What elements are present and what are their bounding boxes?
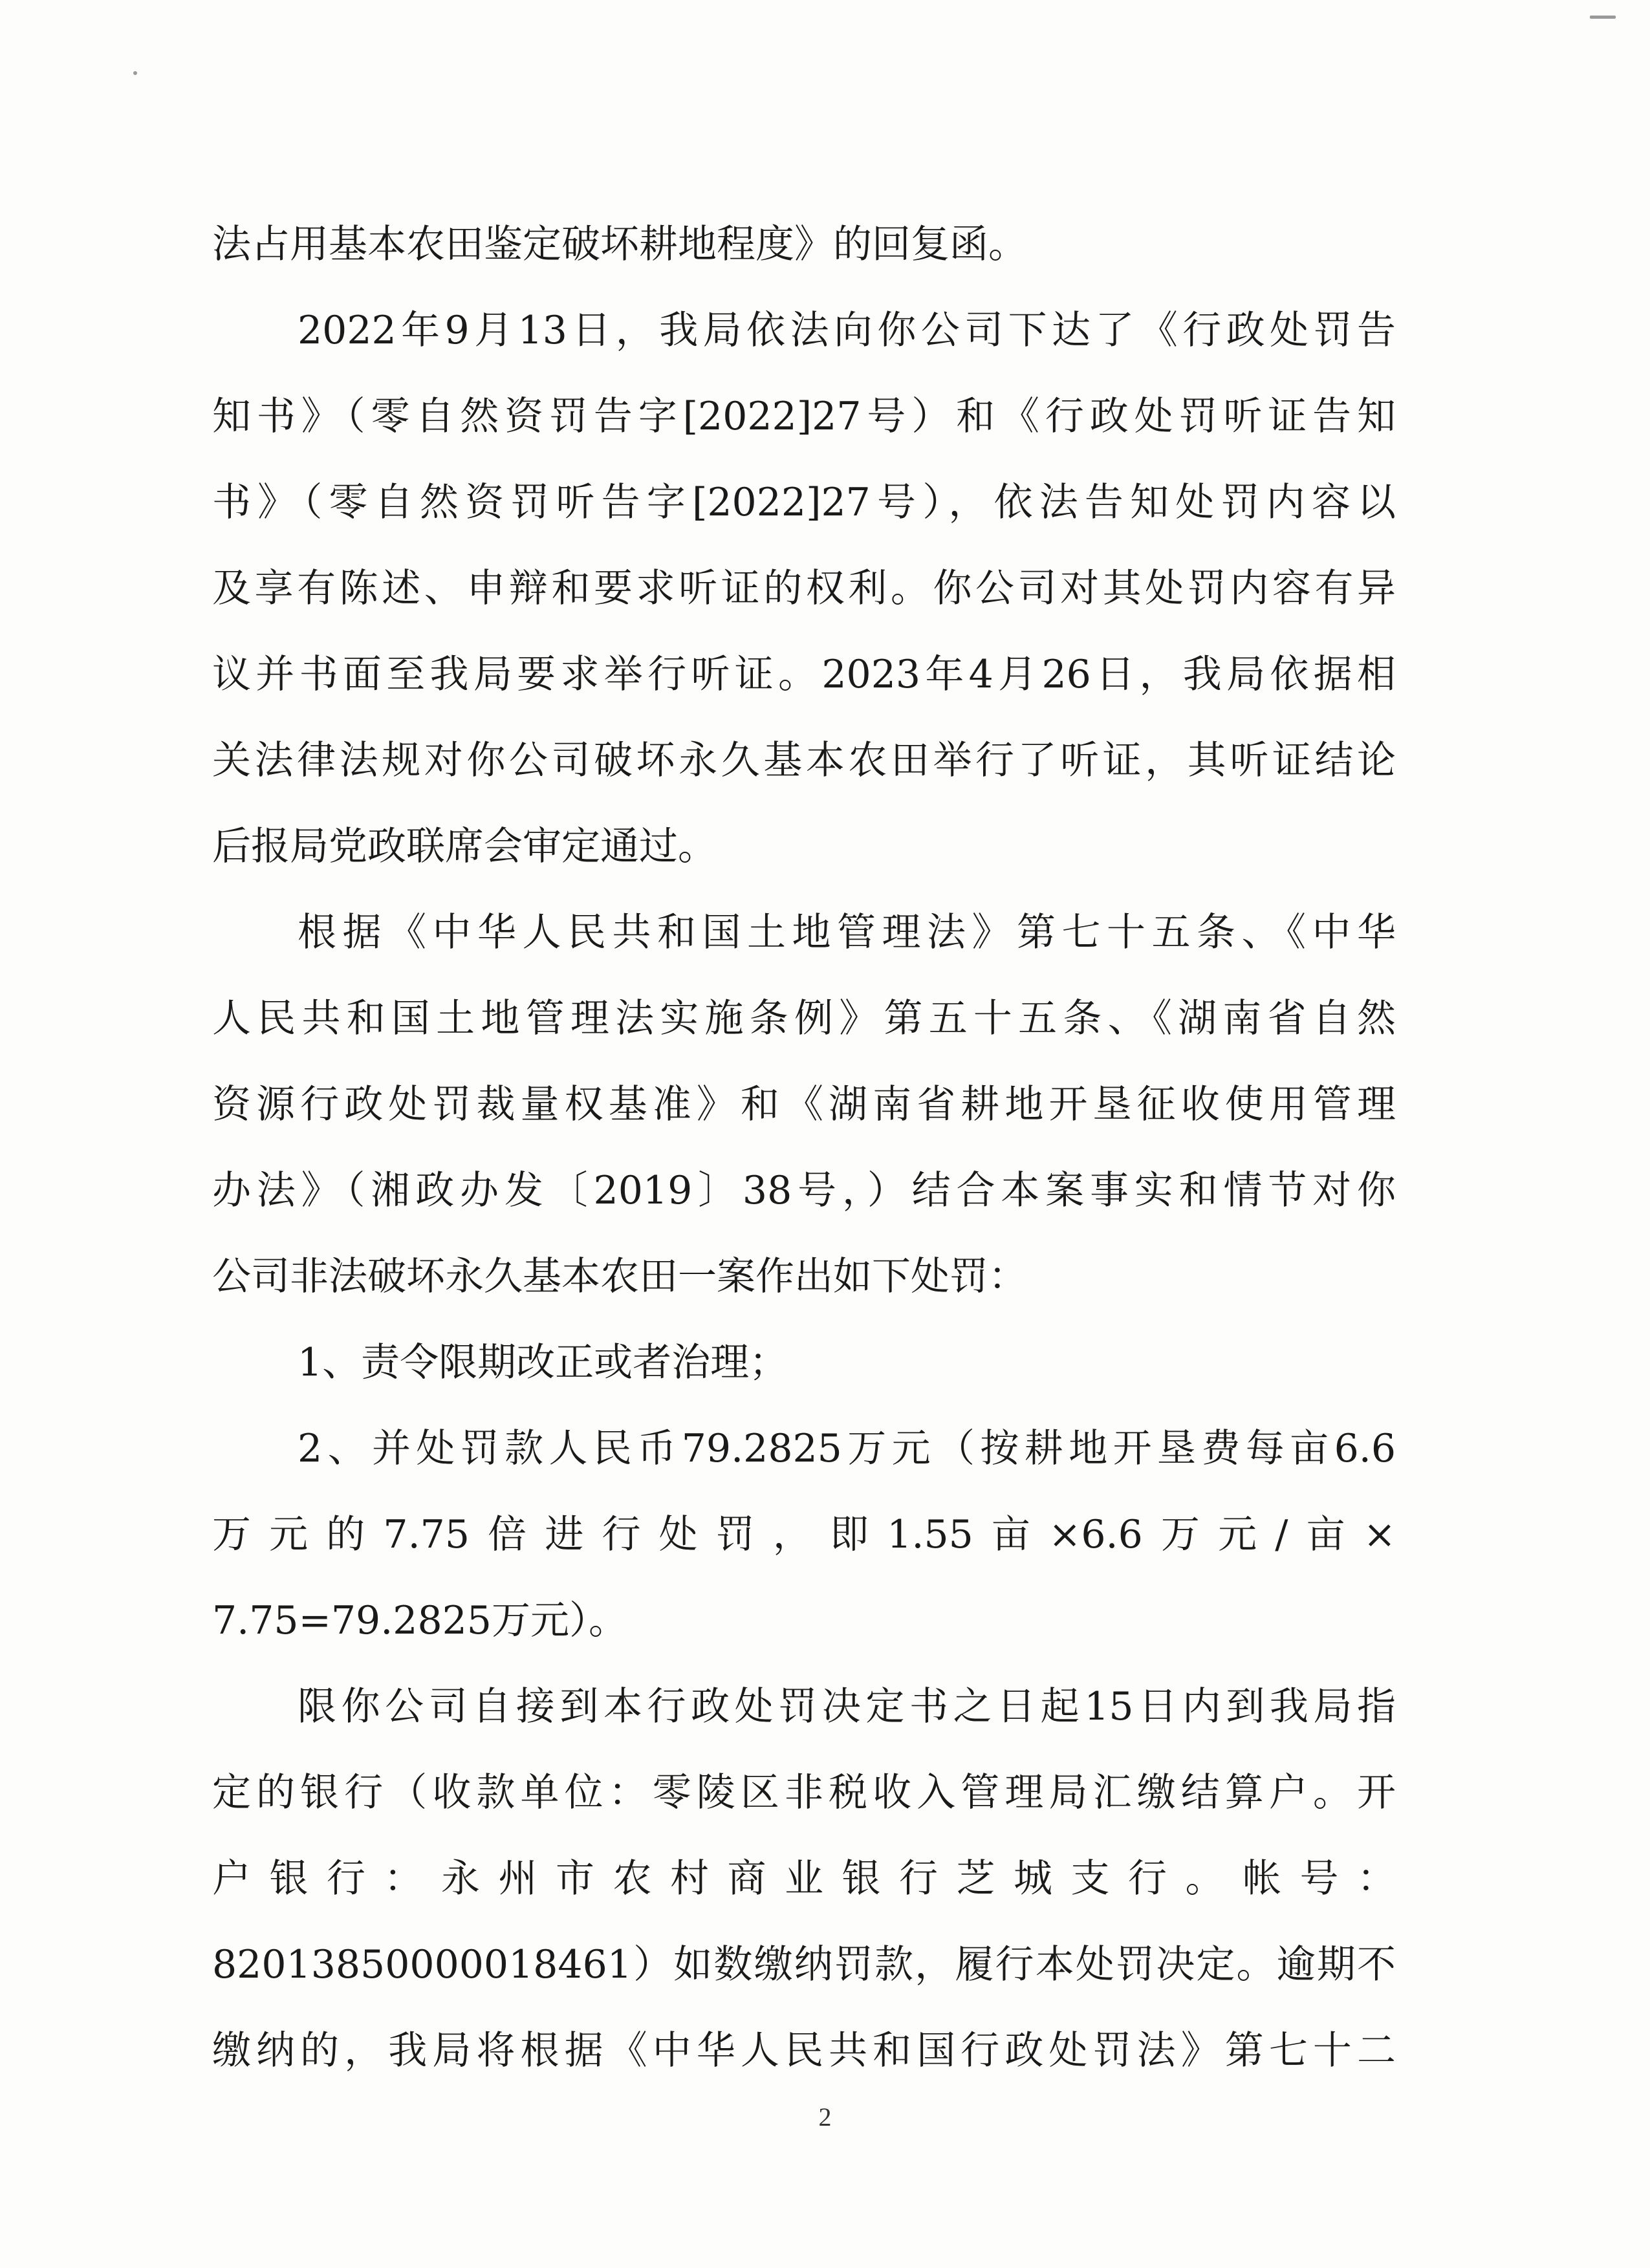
scan-mark — [1590, 16, 1616, 19]
text-line: 公司非法破坏永久基本农田一案作出如下处罚： — [212, 1254, 1027, 1299]
text-line: 知书》（零自然资罚告字[2022]27号）和《行政处罚听证告知 — [212, 394, 1396, 439]
scan-dot — [133, 71, 137, 75]
text-line: 书》（零自然资罚听告字[2022]27号），依法告知处罚内容以 — [212, 480, 1396, 525]
text-line: 82013850000018461）如数缴纳罚款，履行本处罚决定。逾期不 — [212, 1942, 1396, 1987]
text-line: 2022年9月13日，我局依法向你公司下达了《行政处罚告 — [298, 308, 1396, 353]
text-line: 关法律法规对你公司破坏永久基本农田举行了听证，其听证结论 — [212, 738, 1396, 783]
text-line: 法占用基本农田鉴定破坏耕地程度》的回复函。 — [212, 222, 1027, 267]
text-line: 定的银行（收款单位：零陵区非税收入管理局汇缴结算户。开 — [212, 1770, 1396, 1815]
text-line: 户银行：永州市农村商业银行芝城支行。帐号： — [212, 1856, 1396, 1901]
text-line: 根据《中华人民共和国土地管理法》第七十五条、《中华 — [298, 910, 1396, 955]
text-line: 办法》（湘政办发〔2019〕38号，）结合本案事实和情节对你 — [212, 1168, 1396, 1213]
text-line: 资源行政处罚裁量权基准》和《湖南省耕地开垦征收使用管理 — [212, 1082, 1396, 1127]
text-line: 限你公司自接到本行政处罚决定书之日起15日内到我局指 — [298, 1684, 1396, 1729]
text-line: 2、并处罚款人民币79.2825万元（按耕地开垦费每亩6.6 — [298, 1426, 1396, 1471]
document-body — [212, 202, 1396, 2094]
text-line: 万元的7.75倍进行处罚，即1.55亩×6.6万元/亩× — [212, 1512, 1396, 1557]
text-line: 7.75=79.2825万元）。 — [212, 1598, 627, 1643]
text-line: 及享有陈述、申辩和要求听证的权利。你公司对其处罚内容有异 — [212, 566, 1396, 611]
text-line: 议并书面至我局要求举行听证。2023年4月26日，我局依据相 — [212, 652, 1396, 697]
page-number: 2 — [818, 2102, 832, 2132]
text-line: 后报局党政联席会审定通过。 — [212, 824, 717, 869]
text-line: 缴纳的，我局将根据《中华人民共和国行政处罚法》第七十二 — [212, 2028, 1396, 2073]
text-line: 1、责令限期改正或者治理； — [298, 1340, 788, 1385]
text-line: 人民共和国土地管理法实施条例》第五十五条、《湖南省自然 — [212, 996, 1396, 1041]
